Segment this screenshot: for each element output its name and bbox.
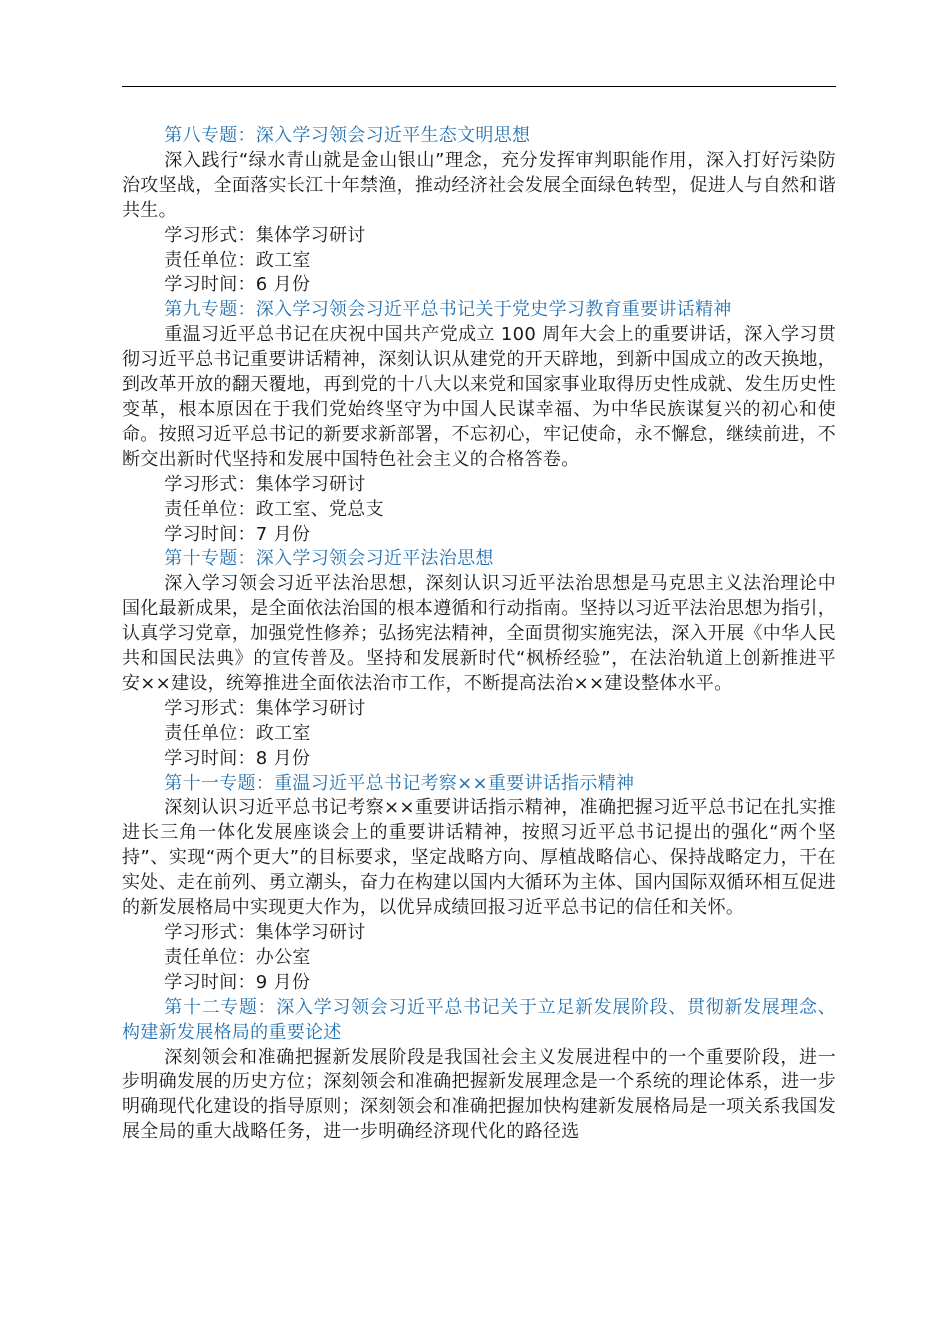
study-time: 学习时间：8 月份 (164, 747, 311, 769)
responsible-unit: 责任单位：办公室 (164, 946, 311, 968)
section-body: 深入学习领会习近平法治思想，深刻认识习近平法治思想是马克思主义法治理论中国化最新成果，是全面依法治国的根本遵循和行动指南。坚持以习近平法治思想为指引，认真学习党章，加强党性修养；弘扬宪法精神，全面贯彻实施宪法，深入开展《中华人民共和国民法典》的宣传普及。坚持和发展新时代“枫桥经验”，在法治轨道上创新推进平安××建设，统筹推进全面依法治市工作，不断提高法治××建设整体水平。 (122, 573, 836, 694)
section-body: 深入践行“绿水青山就是金山银山”理念，充分发挥审判职能作用，深入打好污染防治攻坚战，全面落实长江十年禁渔，推动经济社会发展全面绿色转型，促进人与自然和谐共生。 (122, 149, 836, 221)
study-time: 学习时间：6 月份 (164, 274, 311, 296)
header-rule (122, 86, 836, 87)
responsible-unit: 责任单位：政工室 (164, 249, 311, 271)
section-title: 第十二专题：深入学习领会习近平总书记关于立足新发展阶段、贯彻新发展理念、构建新发展格局的重要论述 (122, 996, 836, 1043)
study-form: 学习形式：集体学习研讨 (164, 224, 366, 246)
study-form: 学习形式：集体学习研讨 (164, 473, 366, 495)
section-body: 重温习近平总书记在庆祝中国共产党成立 100 周年大会上的重要讲话，深入学习贯彻习近平总书记重要讲话精神，深刻认识从建党的开天辟地，到新中国成立的改天换地，到改革开放的翻天覆地，再到党的十八大以来党和国家事业取得历史性成就、发生历史性变革，根本原因在于我们党始终坚守为中国人民谋幸福、为中华民族谋复兴的初心和使命。按照习近平总书记的新要求新部署，不忘初心，牢记使命，永不懈怠，继续前进，不断交出新时代坚持和发展中国特色社会主义的合格答卷。 (122, 324, 836, 470)
study-time: 学习时间：7 月份 (164, 523, 311, 545)
section-body: 深刻认识习近平总书记考察××重要讲话指示精神，准确把握习近平总书记在扎实推进长三角一体化发展座谈会上的重要讲话精神，按照习近平总书记提出的强化“两个坚持”、实现“两个更大”的目标要求，坚定战略方向、厚植战略信心、保持战略定力，干在实处、走在前列、勇立潮头，奋力在构建以国内大循环为主体、国内国际双循环相互促进的新发展格局中实现更大作为，以优异成绩回报习近平总书记的信任和关怀。 (122, 797, 836, 919)
responsible-unit: 责任单位：政工室 (164, 722, 311, 744)
study-form: 学习形式：集体学习研讨 (164, 697, 366, 719)
section-title: 第十专题：深入学习领会习近平法治思想 (164, 548, 494, 570)
section-body: 深刻领会和准确把握新发展阶段是我国社会主义发展进程中的一个重要阶段，进一步明确发展的历史方位；深刻领会和准确把握新发展理念是一个系统的理论体系，进一步明确现代化建设的指导原则；深刻领会和准确把握加快构建新发展格局是一项关系我国发展全局的重大战略任务，进一步明确经济现代化的路径选 (122, 1046, 836, 1143)
document-body (122, 124, 836, 1145)
study-time: 学习时间：9 月份 (164, 971, 311, 993)
responsible-unit: 责任单位：政工室、党总支 (164, 498, 384, 520)
section-title: 第八专题：深入学习领会习近平生态文明思想 (164, 125, 531, 146)
section-title: 第十一专题：重温习近平总书记考察××重要讲话指示精神 (164, 772, 635, 794)
study-form: 学习形式：集体学习研讨 (164, 922, 366, 943)
section-title: 第九专题：深入学习领会习近平总书记关于党史学习教育重要讲话精神 (164, 299, 732, 321)
